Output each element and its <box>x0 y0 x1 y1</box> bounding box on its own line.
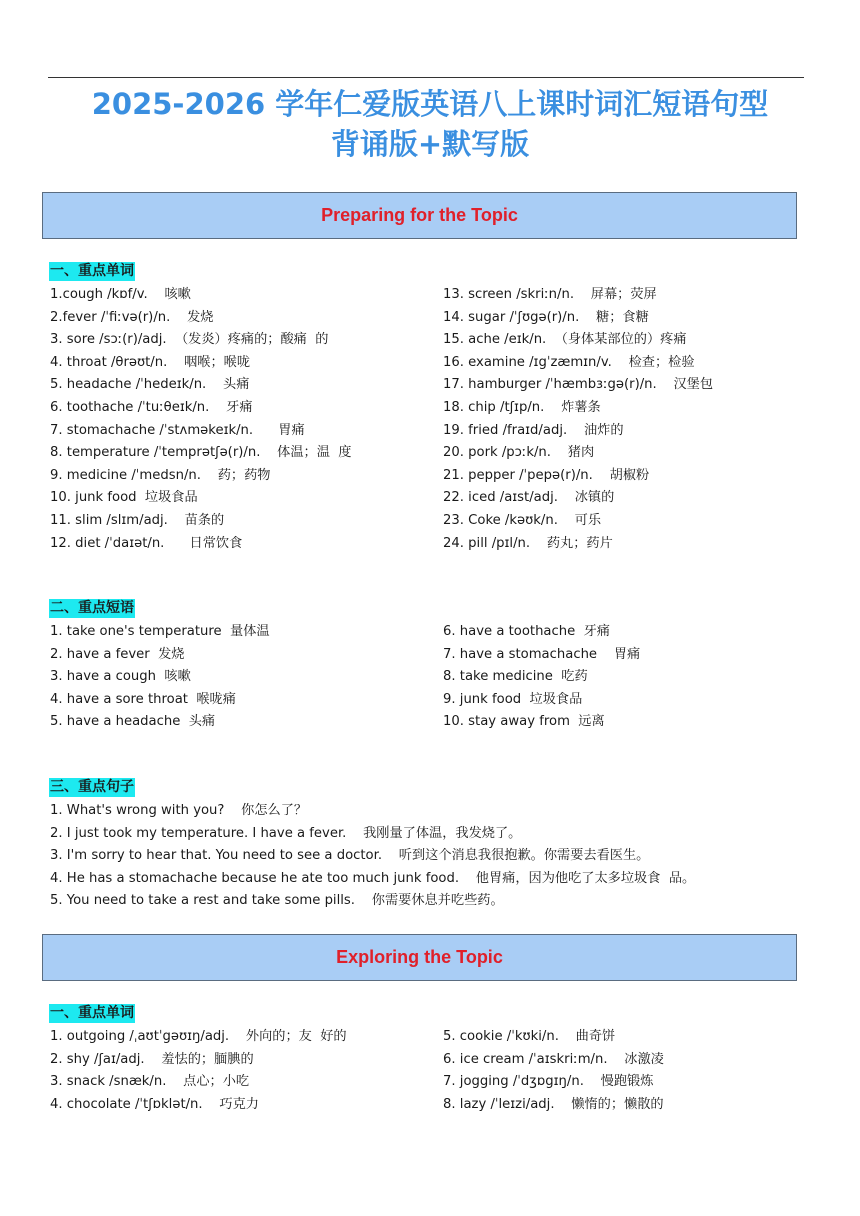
phrase-item: 5. have a headache 头痛 <box>50 714 216 729</box>
vocab-item: 8. temperature /ˈtemprətʃə(r)/n. 体温；温 度 <box>50 445 352 461</box>
vocab-item: 8. lazy /ˈleɪzi/adj. 懒惰的；懒散的 <box>443 1096 664 1112</box>
title-line-1: 2025-2026 学年仁爱版英语八上课时词汇短语句型 <box>91 87 769 121</box>
section-banner-exploring: Exploring the Topic <box>42 934 797 981</box>
vocab-item: 6. ice cream /ˈaɪskriːm/n. 冰激凌 <box>443 1051 664 1067</box>
phrase-item: 1. take one's temperature 量体温 <box>50 624 270 639</box>
sentence-item: 2. I just took my temperature. I have a fever. 我刚量了体温，我发烧了。 <box>50 825 522 841</box>
vocab-item: 2.fever /ˈfiːvə(r)/n. 发烧 <box>50 309 214 325</box>
sentence-item: 3. I'm sorry to hear that. You need to see a doctor. 听到这个消息我很抱歉。你需要去看医生。 <box>50 848 650 863</box>
phrase-item: 9. junk food 垃圾食品 <box>443 691 583 707</box>
vocab-item: 24. pill /pɪl/n. 药丸；药片 <box>443 535 613 551</box>
key-words-heading-2: 一、重点单词 <box>50 1005 134 1021</box>
vocab-item: 10. junk food 垃圾食品 <box>50 490 198 506</box>
phrase-item: 4. have a sore throat 喉咙痛 <box>50 691 236 707</box>
vocab-item: 7. stomachache /ˈstʌməkeɪk/n. 胃痛 <box>50 422 305 438</box>
phrase-item: 8. take medicine 吃药 <box>443 669 588 684</box>
vocab-item: 5. headache /ˈhedeɪk/n. 头痛 <box>50 377 250 393</box>
key-phrases-heading: 二、重点短语 <box>50 600 134 616</box>
vocab-item: 4. throat /θrəʊt/n. 咽喉；喉咙 <box>50 354 251 370</box>
vocab-item: 6. toothache /ˈtuːθeɪk/n. 牙痛 <box>50 400 253 415</box>
vocab-item: 14. sugar /ˈʃʊgə(r)/n. 糖；食糖 <box>443 309 649 325</box>
vocab-item: 5. cookie /ˈkʊki/n. 曲奇饼 <box>443 1029 616 1044</box>
title-line-2: 背诵版+默写版 <box>330 127 530 161</box>
sentence-item: 1. What's wrong with you? 你怎么了？ <box>50 803 308 818</box>
vocab-item: 12. diet /ˈdaɪət/n. 日常饮食 <box>50 535 243 551</box>
sentence-item: 5. You need to take a rest and take some pills. 你需要休息并吃些药。 <box>50 893 504 908</box>
phrase-item: 3. have a cough 咳嗽 <box>50 669 191 684</box>
section-banner-preparing: Preparing for the Topic <box>42 192 797 239</box>
top-rule <box>48 77 804 78</box>
phrase-item: 10. stay away from 远离 <box>443 714 605 729</box>
key-sentences-heading: 三、重点句子 <box>50 779 134 795</box>
vocab-item: 3. sore /sɔː(r)/adj. （发炎）疼痛的；酸痛 的 <box>50 332 329 348</box>
vocab-item: 1.cough /kɒf/v. 咳嗽 <box>50 287 191 302</box>
vocab-item: 19. fried /fraɪd/adj. 油炸的 <box>443 422 624 438</box>
vocab-item: 3. snack /snæk/n. 点心；小吃 <box>50 1074 250 1090</box>
vocab-item: 23. Coke /kəʊk/n. 可乐 <box>443 513 602 528</box>
vocab-item: 22. iced /aɪst/adj. 冰镇的 <box>443 490 615 506</box>
vocab-item: 16. examine /ɪgˈzæmɪn/v. 检查；检验 <box>443 354 695 370</box>
vocab-item: 4. chocolate /ˈtʃɒklət/n. 巧克力 <box>50 1096 259 1112</box>
vocab-item: 18. chip /tʃɪp/n. 炸薯条 <box>443 400 601 415</box>
vocab-item: 13. screen /skriːn/n. 屏幕；荧屏 <box>443 287 657 302</box>
phrase-item: 2. have a fever 发烧 <box>50 646 185 662</box>
vocab-item: 17. hamburger /ˈhæmbɜːgə(r)/n. 汉堡包 <box>443 377 714 393</box>
vocab-item: 20. pork /pɔːk/n. 猪肉 <box>443 445 595 461</box>
vocab-item: 1. outgoing /ˌaʊtˈgəʊɪŋ/adj. 外向的；友 好的 <box>50 1029 347 1044</box>
vocab-item: 7. jogging /ˈdʒɒgɪŋ/n. 慢跑锻炼 <box>443 1074 654 1090</box>
phrase-item: 7. have a stomachache 胃痛 <box>443 646 641 662</box>
phrase-item: 6. have a toothache 牙痛 <box>443 624 610 639</box>
vocab-item: 21. pepper /ˈpepə(r)/n. 胡椒粉 <box>443 467 650 483</box>
key-words-heading: 一、重点单词 <box>50 263 134 279</box>
vocab-item: 15. ache /eɪk/n. （身体某部位的）疼痛 <box>443 332 687 348</box>
sentence-item: 4. He has a stomachache because he ate too much junk food. 他胃痛，因为他吃了太多垃圾食 品。 <box>50 870 696 886</box>
vocab-item: 2. shy /ʃaɪ/adj. 羞怯的；腼腆的 <box>50 1051 254 1067</box>
vocab-item: 11. slim /slɪm/adj. 苗条的 <box>50 513 225 528</box>
document-title <box>0 84 860 164</box>
vocab-item: 9. medicine /ˈmedsn/n. 药；药物 <box>50 467 271 483</box>
